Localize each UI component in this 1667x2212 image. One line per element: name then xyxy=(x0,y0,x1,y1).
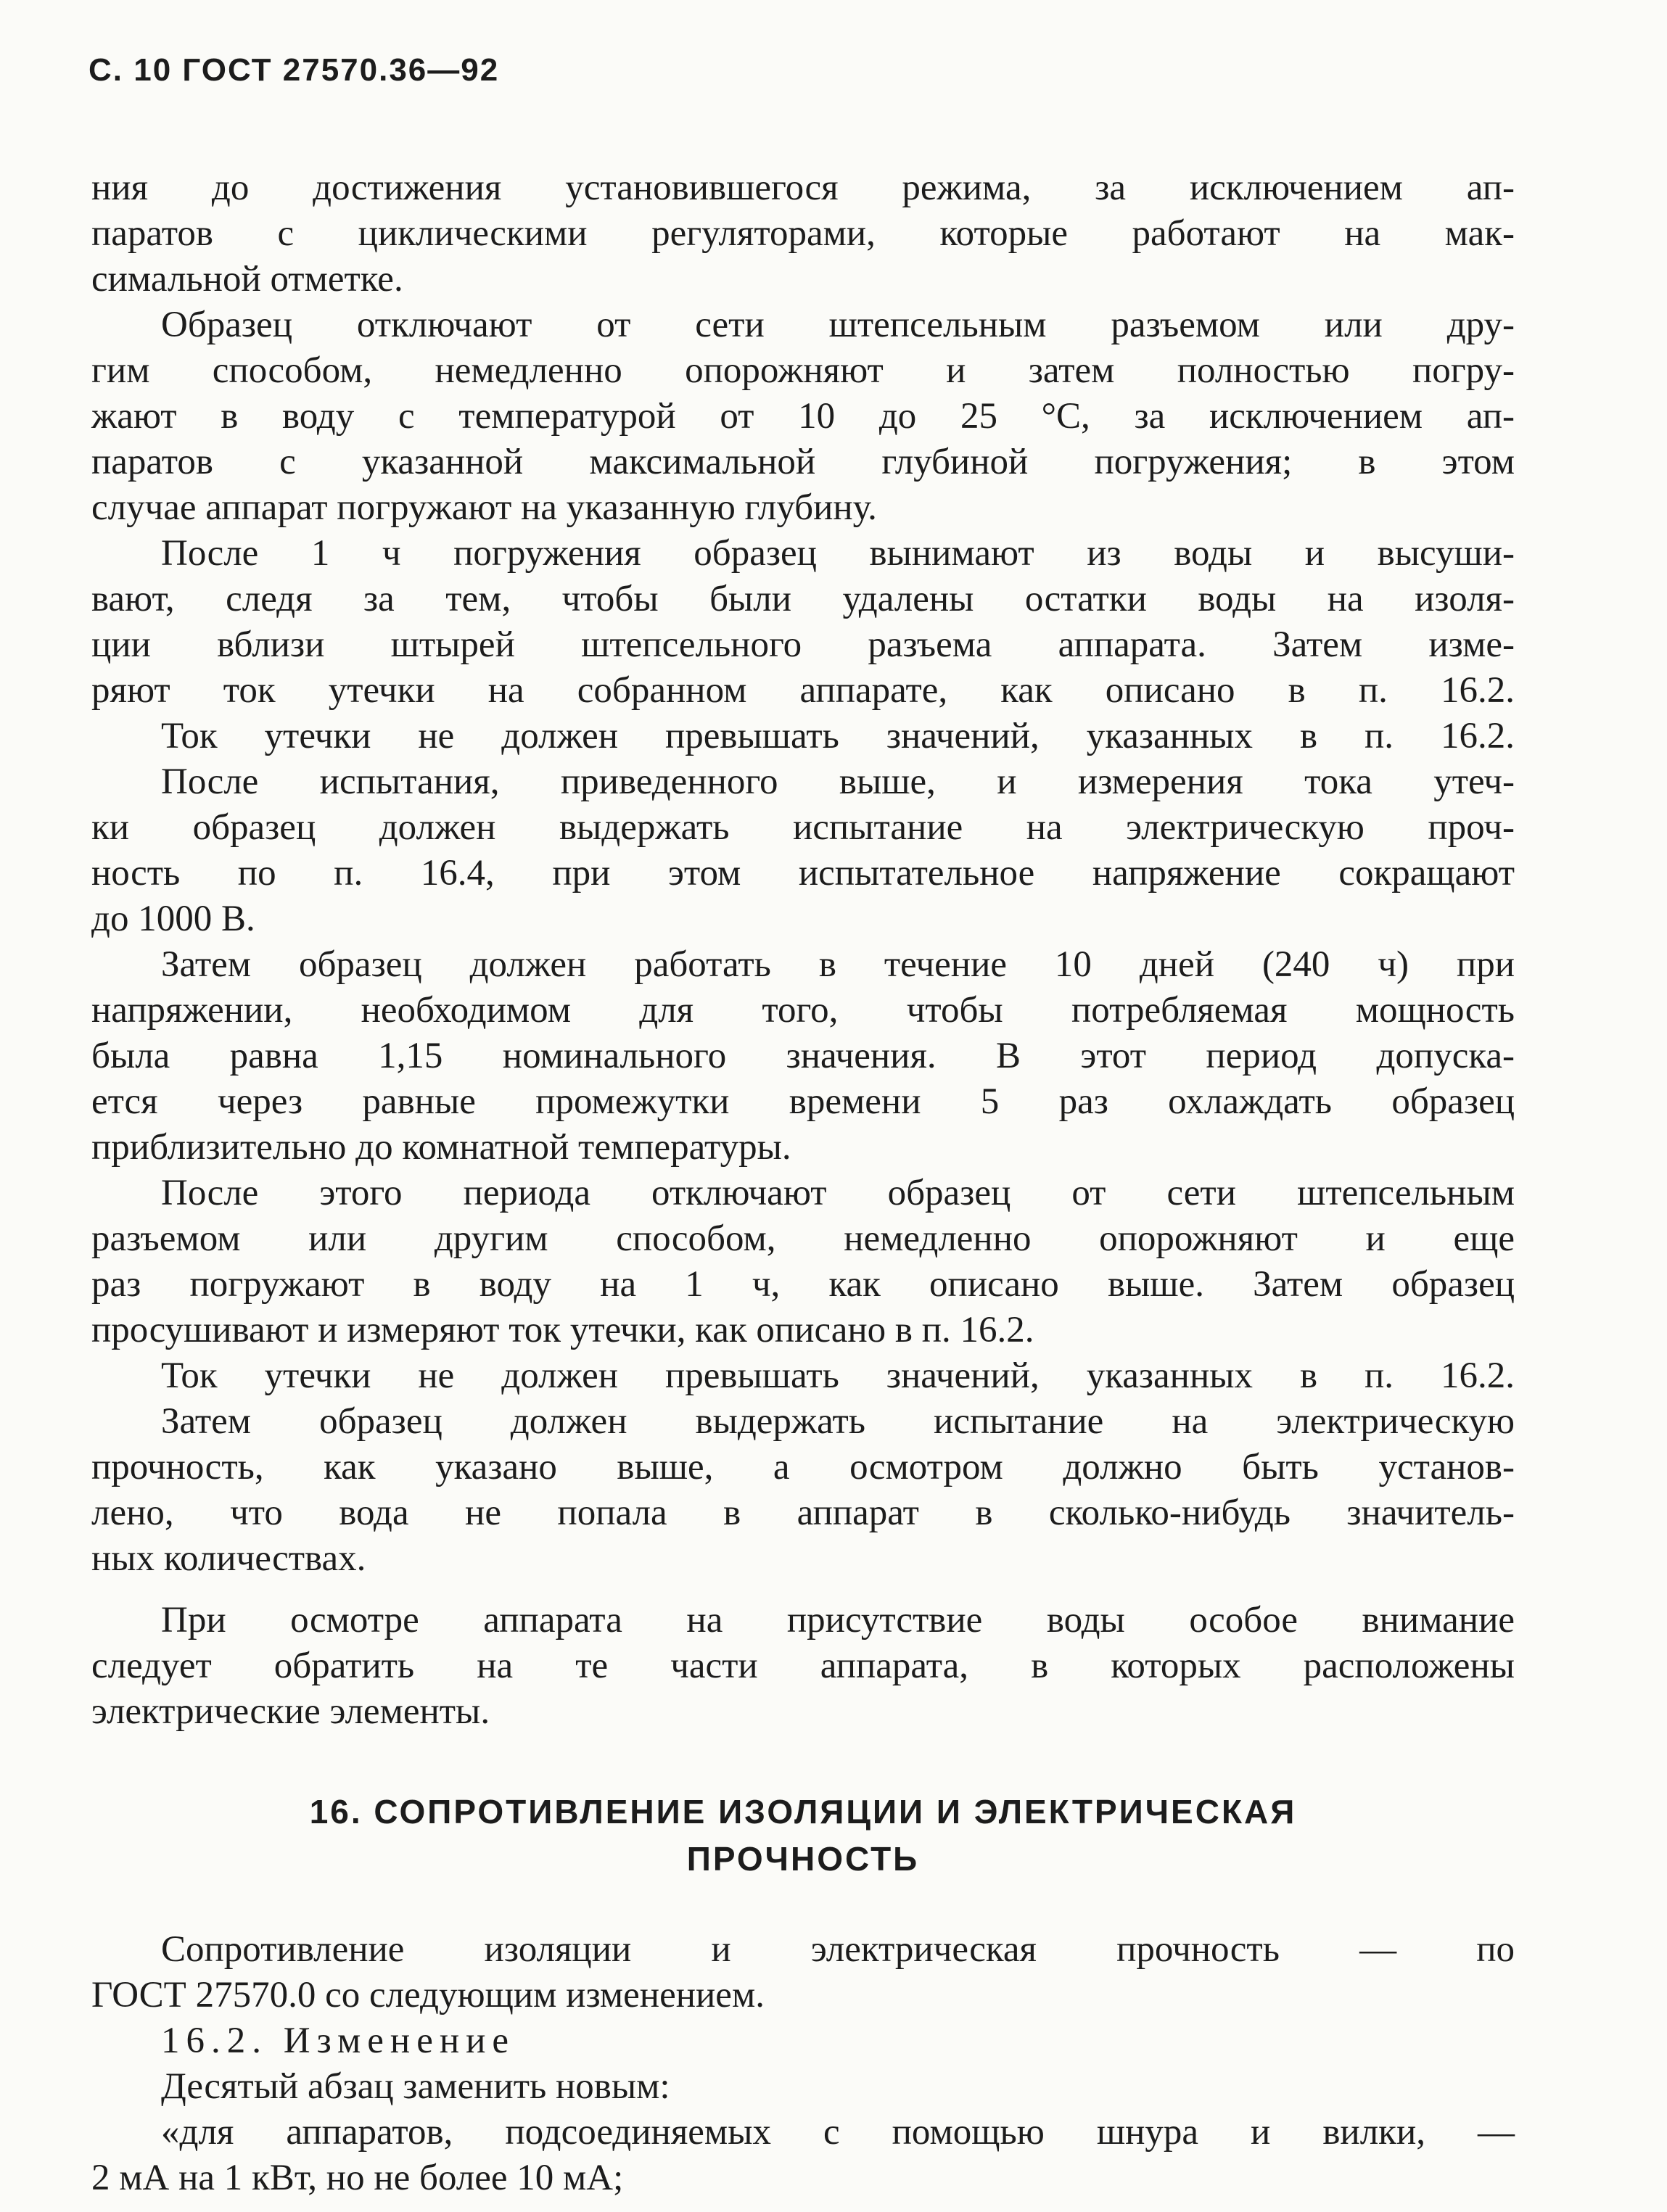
text-line: Ток утечки не должен превышать значений, указанных в п. 16.2. xyxy=(161,1355,1515,1396)
text-line: случае аппарат погружают на указанную глубину. xyxy=(91,487,877,528)
section-title: ПРОЧНОСТЬ xyxy=(686,1840,920,1878)
text-line: просушивают и измеряют ток утечки, как описано в п. 16.2. xyxy=(91,1310,1034,1350)
text-line: ряют ток утечки на собранном аппарате, как описано в п. 16.2. xyxy=(91,670,1515,711)
text-line: После испытания, приведенного выше, и измерения тока утеч- xyxy=(161,762,1515,802)
text-line: 2 мА на 1 кВт, но не более 10 мА; xyxy=(91,2158,624,2198)
text-line: Ток утечки не должен превышать значений, указанных в п. 16.2. xyxy=(161,716,1515,756)
text-line: следует обратить на те части аппарата, в которых расположены xyxy=(91,1646,1515,1686)
text-line: ность по п. 16.4, при этом испытательное напряжение сокращают xyxy=(91,853,1515,894)
text-line: напряжении, необходимом для того, чтобы потребляемая мощность xyxy=(91,990,1515,1031)
text-line: Образец отключают от сети штепсельным разъемом или дру- xyxy=(161,305,1515,345)
text-line: Десятый абзац заменить новым: xyxy=(161,2066,670,2107)
text-line: Сопротивление изоляции и электрическая прочность — по xyxy=(161,1929,1515,1970)
text-line: приблизительно до комнатной температуры. xyxy=(91,1127,791,1168)
text-line: 16.2. Изменение xyxy=(161,2021,516,2061)
text-line: ГОСТ 27570.0 со следующим изменением. xyxy=(91,1975,765,2015)
text-line: ки образец должен выдержать испытание на электрическую проч- xyxy=(91,807,1515,848)
text-line: жают в воду с температурой от 10 до 25 °С, за исключением ап- xyxy=(91,396,1515,437)
text-line: паратов с циклическими регуляторами, которые работают на мак- xyxy=(91,213,1515,254)
text-line: ных количествах. xyxy=(91,1538,366,1579)
text-line: лено, что вода не попала в аппарат в сколько-нибудь значитель- xyxy=(91,1493,1515,1533)
text-line: После этого периода отключают образец от сети штепсельным xyxy=(161,1173,1515,1213)
text-line: После 1 ч погружения образец вынимают из воды и высуши- xyxy=(161,533,1515,574)
text-line: ции вблизи штырей штепсельного разъема аппарата. Затем изме- xyxy=(91,624,1515,665)
section-title: 16. СОПРОТИВЛЕНИЕ ИЗОЛЯЦИИ И ЭЛЕКТРИЧЕСКАЯ xyxy=(309,1793,1297,1831)
text-line: При осмотре аппарата на присутствие воды особое внимание xyxy=(161,1600,1515,1641)
text-line: прочность, как указано выше, а осмотром должно быть установ- xyxy=(91,1447,1515,1487)
text-line: Затем образец должен выдержать испытание на электрическую xyxy=(161,1401,1515,1442)
text-line: ния до достижения установившегося режима, за исключением ап- xyxy=(91,168,1515,208)
text-line: ется через равные промежутки времени 5 раз охлаждать образец xyxy=(91,1081,1515,1122)
text-line: до 1000 В. xyxy=(91,899,255,939)
text-line: вают, следя за тем, чтобы были удалены остатки воды на изоля- xyxy=(91,579,1515,619)
page-header: С. 10 ГОСТ 27570.36—92 xyxy=(89,52,500,88)
text-line: гим способом, немедленно опорожняют и затем полностью погру- xyxy=(91,350,1515,391)
text-line: разъемом или другим способом, немедленно опорожняют и еще xyxy=(91,1218,1515,1259)
text-line: электрические элементы. xyxy=(91,1691,490,1732)
text-line: «для аппаратов, подсоединяемых с помощью шнура и вилки, — xyxy=(161,2112,1515,2153)
text-line: была равна 1,15 номинального значения. В этот период допуска- xyxy=(91,1036,1515,1076)
text-line: паратов с указанной максимальной глубиной погружения; в этом xyxy=(91,442,1515,482)
text-line: Затем образец должен работать в течение 10 дней (240 ч) при xyxy=(161,944,1515,985)
text-line: раз погружают в воду на 1 ч, как описано выше. Затем образец xyxy=(91,1264,1515,1305)
text-line: симальной отметке. xyxy=(91,259,403,300)
